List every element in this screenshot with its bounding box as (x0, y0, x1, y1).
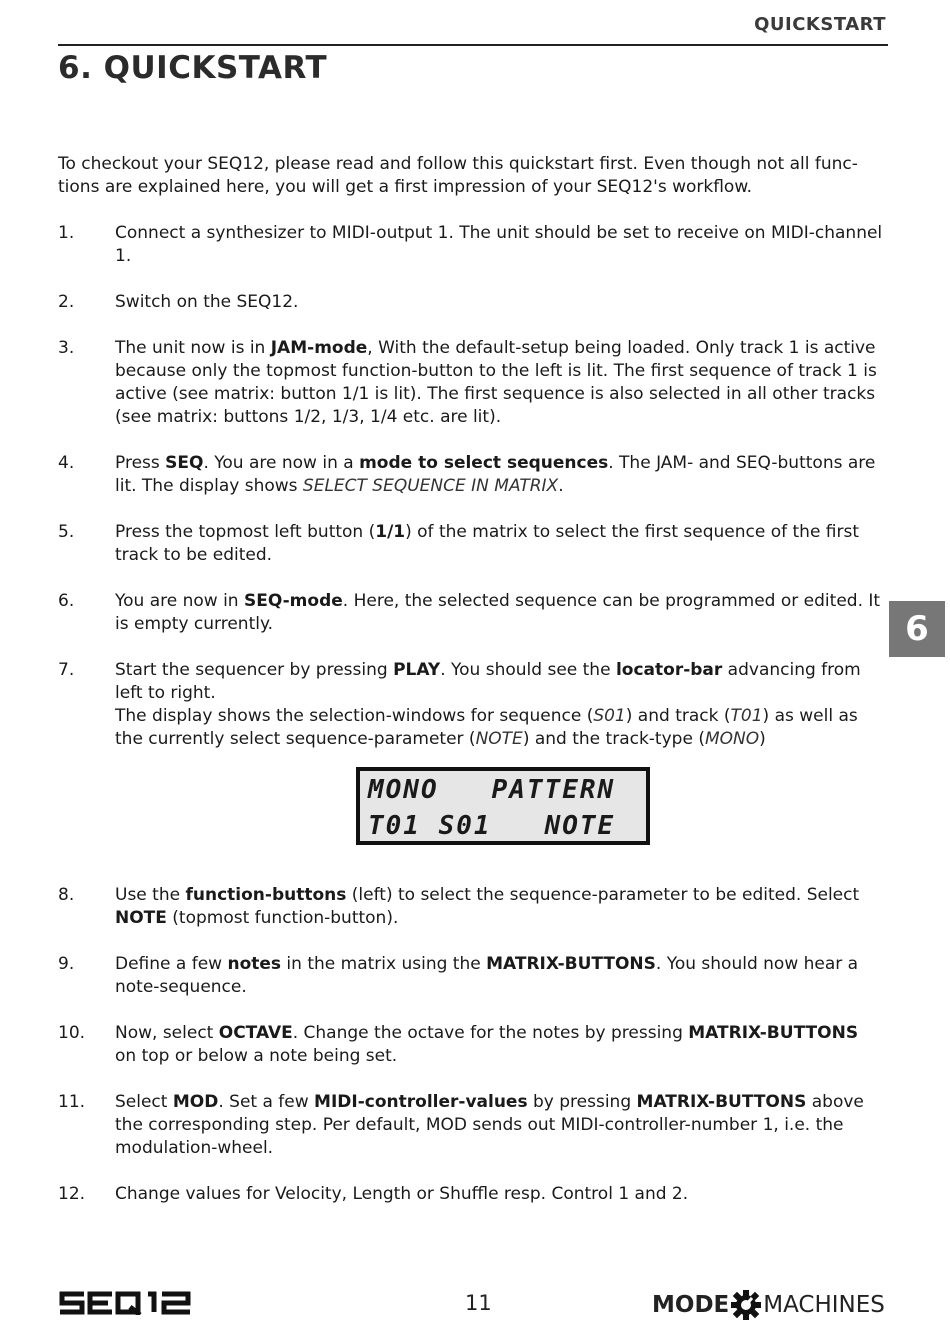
step-text: ) of the matrix to select the first sequence of the first track to be edited. (115, 522, 860, 565)
step-text: . The JAM- and SEQ-buttons are lit. The display shows (115, 453, 876, 496)
lcd-parameter: NOTE (544, 811, 616, 841)
lcd-display (356, 767, 650, 845)
step-text: on top or below a note being set. (115, 1046, 398, 1066)
lcd-track: T01 (368, 811, 421, 841)
step-number: 12. (58, 1184, 86, 1204)
step-term: MONO (704, 729, 760, 749)
step-number: 11. (58, 1092, 86, 1112)
step-12 (58, 1183, 884, 1206)
intro-paragraph: To checkout your SEQ12, please read and follow this quickstart first. Even though not all func-tions are explained here, you will get a first impression of your SEQ12's workflow. (58, 154, 858, 197)
step-number: 2. (58, 292, 75, 312)
step-2 (58, 291, 884, 314)
step-term: NOTE (475, 729, 523, 749)
step-text: above the corresponding step. Per default, MOD sends out MIDI-controller-number 1, i.e. the modulation-wheel. (115, 1092, 864, 1158)
step-keyword: OCTAVE (218, 1023, 293, 1043)
step-text: , With the default-setup being loaded. Only track 1 is active because only the topmost function-button to the left is lit. The first sequence of track 1 is active (see matrix: button 1/1 is lit). The first sequence is also selected in all other tracks (see matrix: buttons 1/2, 1/3, 1/4 etc. are lit). (115, 338, 877, 427)
step-text: . Set a few (218, 1092, 315, 1112)
step-keyword: NOTE (115, 908, 167, 928)
step-keyword: MATRIX-BUTTONS (688, 1023, 859, 1043)
header-label: QUICKSTART (754, 14, 886, 35)
step-text: Start the sequencer by pressing (115, 660, 394, 680)
step-keyword: MATRIX-BUTTONS (636, 1092, 807, 1112)
step-text: ) and the track-type ( (522, 729, 705, 749)
steps-list-part-2 (58, 884, 884, 1229)
step-7 (58, 659, 884, 751)
seq12-logo (58, 1291, 194, 1319)
step-keyword: mode to select sequences (359, 453, 609, 473)
step-text: Use the (115, 885, 186, 905)
step-keyword: JAM-mode (270, 338, 368, 358)
step-text: . (558, 476, 564, 496)
step-keyword: MOD (172, 1092, 219, 1112)
step-text: advancing from left to right. (115, 660, 861, 703)
lcd-sequence: S01 (438, 811, 492, 841)
step-keyword: MATRIX-BUTTONS (486, 954, 656, 974)
step-text: You are now in (115, 591, 244, 611)
step-keyword: notes (227, 954, 282, 974)
step-text: Press (115, 453, 166, 473)
step-text: Connect a synthesizer to MIDI-output 1. The unit should be set to receive on MIDI-channel 1. (115, 223, 883, 266)
header-rule (58, 44, 888, 46)
step-text: The display shows the selection-windows for sequence ( (115, 706, 594, 726)
step-11 (58, 1091, 884, 1160)
step-text: Define a few (115, 954, 228, 974)
step-text: ) as well as the currently select sequence-parameter ( (115, 706, 858, 749)
step-text: Now, select (115, 1023, 219, 1043)
step-text: in the matrix using the (281, 954, 487, 974)
step-number: 9. (58, 954, 75, 974)
step-text: (left) to select the sequence-parameter to be edited. Select (346, 885, 860, 905)
gear-icon (730, 1289, 762, 1321)
step-6 (58, 590, 884, 636)
step-10 (58, 1022, 884, 1068)
step-text: Change values for Velocity, Length or Shuffle resp. Control 1 and 2. (115, 1184, 689, 1204)
step-keyword: SEQ (165, 453, 204, 473)
step-keyword: 1/1 (375, 522, 406, 542)
step-term: T01 (730, 706, 763, 726)
step-text: . You should now hear a note-sequence. (115, 954, 859, 997)
lcd-mode: PATTERN (491, 775, 616, 805)
lcd-line-2 (368, 811, 615, 841)
step-keyword: function-buttons (185, 885, 347, 905)
step-number: 7. (58, 660, 75, 680)
step-3 (58, 337, 884, 429)
lcd-line-1 (368, 775, 615, 805)
step-text: Switch on the SEQ12. (115, 292, 299, 312)
step-text: . You should see the (440, 660, 616, 680)
step-number: 8. (58, 885, 75, 905)
step-number: 10. (58, 1023, 86, 1043)
logo-machines-text: MACHINES (763, 1292, 885, 1318)
step-text: Press the topmost left button ( (115, 522, 376, 542)
seq12-logo-icon (58, 1291, 194, 1315)
step-text: by pressing (527, 1092, 637, 1112)
page-number: 11 (465, 1291, 492, 1315)
step-text: . Change the octave for the notes by pressing (292, 1023, 689, 1043)
step-keyword: PLAY (393, 660, 441, 680)
step-text: (topmost function-button). (166, 908, 399, 928)
step-number: 1. (58, 223, 75, 243)
step-keyword: SEQ-mode (244, 591, 343, 611)
step-number: 3. (58, 338, 75, 358)
logo-mode-text: MODE (652, 1292, 730, 1318)
step-text: ) and track ( (625, 706, 731, 726)
step-number: 4. (58, 453, 75, 473)
step-text: The unit now is in (115, 338, 271, 358)
step-number: 5. (58, 522, 75, 542)
step-text: Select (115, 1092, 173, 1112)
step-text: . You are now in a (203, 453, 360, 473)
steps-list-part-1 (58, 222, 884, 774)
step-keyword: MIDI-controller-values (314, 1092, 528, 1112)
step-number: 6. (58, 591, 75, 611)
display-message: SELECT SEQUENCE IN MATRIX (302, 476, 559, 496)
chapter-tab: 6 (889, 601, 945, 657)
step-text: . Here, the selected sequence can be programmed or edited. It is empty currently. (115, 591, 881, 634)
step-4 (58, 452, 884, 498)
step-8 (58, 884, 884, 930)
step-term: S01 (593, 706, 626, 726)
step-keyword: locator-bar (615, 660, 723, 680)
modemachines-logo (652, 1288, 885, 1322)
step-text: ) (759, 729, 766, 749)
step-1 (58, 222, 884, 268)
step-9 (58, 953, 884, 999)
lcd-track-type: MONO (368, 775, 439, 805)
step-5 (58, 521, 884, 567)
page-title: 6. QUICKSTART (58, 50, 328, 86)
